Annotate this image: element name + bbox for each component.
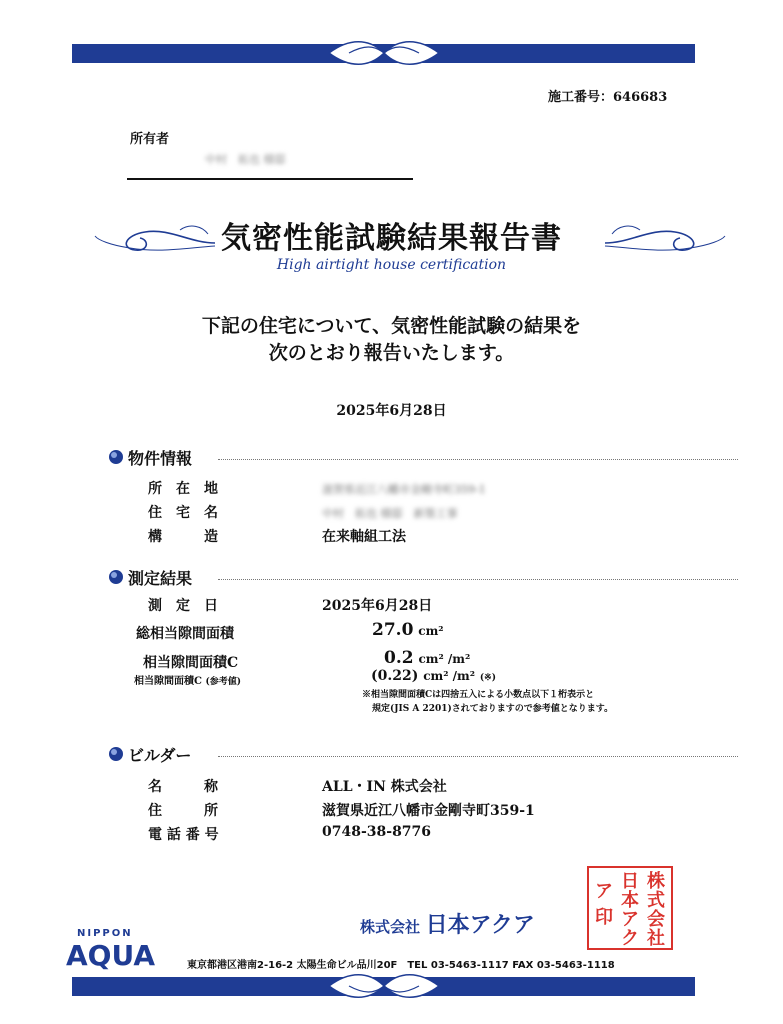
section-title: 測定結果 bbox=[128, 569, 193, 588]
company-prefix: 株式会社 bbox=[360, 918, 421, 936]
total-gap-unit: cm² bbox=[418, 624, 444, 638]
document-subtitle: High airtight house certification bbox=[276, 257, 507, 273]
divider bbox=[218, 756, 738, 757]
total-gap-label: 総相当隙間面積 bbox=[136, 626, 234, 642]
total-gap-value: 27.0 bbox=[372, 620, 414, 640]
builder-name-label: 名 称 bbox=[148, 779, 218, 795]
builder-phone-value: 0748-38-8776 bbox=[322, 824, 432, 840]
section-title: ビルダー bbox=[128, 746, 192, 765]
c-value: 0.2 bbox=[384, 648, 414, 668]
divider bbox=[218, 579, 738, 580]
top-band bbox=[72, 44, 695, 63]
owner-label: 所有者 bbox=[130, 132, 170, 147]
c-ref-mark: (※) bbox=[479, 673, 496, 683]
section-bullet-icon bbox=[108, 569, 124, 585]
location-label: 所 在 地 bbox=[148, 481, 218, 497]
intro-line-1: 下記の住宅について、気密性能試験の結果を bbox=[201, 315, 582, 337]
job-number: 施工番号：646683 bbox=[548, 90, 668, 105]
measure-date-value: 2025年6月28日 bbox=[322, 598, 433, 614]
logo-aqua: AQUA bbox=[66, 939, 156, 972]
c-ref-label-group bbox=[134, 672, 241, 687]
document-title: 気密性能試験結果報告書 bbox=[221, 221, 562, 256]
note-line-1: ※相当隙間面積Cは四捨五入による小数点以下１桁表示と bbox=[362, 690, 595, 700]
footer-address: 東京都港区港南2-16-2 太陽生命ビル品川20F TEL 03-5463-1117 FAX 03-5463-1118 bbox=[187, 960, 615, 971]
section-bullet-icon bbox=[108, 746, 124, 762]
company-name bbox=[360, 908, 535, 939]
company-seal-stamp: 株 式 会 社 日 本 ア ク ア 印 bbox=[587, 866, 673, 950]
divider bbox=[218, 459, 738, 460]
note-line-2: 規定(JIS A 2201)されておりますので参考値となります。 bbox=[372, 704, 614, 714]
intro-text bbox=[0, 313, 783, 367]
builder-phone-label: 電 話 番 号 bbox=[148, 827, 219, 843]
builder-name-value: ALL・IN 株式会社 bbox=[322, 779, 447, 795]
c-ref-label: 相当隙間面積C bbox=[134, 676, 202, 687]
structure-label: 構 造 bbox=[148, 529, 218, 545]
builder-address-label: 住 所 bbox=[148, 803, 218, 819]
ornament-icon bbox=[319, 38, 449, 68]
builder-address-value: 滋賀県近江八幡市金剛寺町359-1 bbox=[322, 803, 535, 819]
ornament-icon bbox=[319, 971, 449, 1001]
measure-date-label: 測 定 日 bbox=[148, 598, 218, 614]
company-main-name: 日本アクア bbox=[425, 913, 535, 938]
owner-name: 中村 拓也 様邸 bbox=[205, 153, 286, 166]
total-gap-value-group bbox=[372, 620, 444, 640]
owner-underline bbox=[127, 178, 413, 180]
house-name-value: 中村 拓也 様邸 新築工事 bbox=[322, 507, 458, 520]
c-ref-suffix: (参考値) bbox=[205, 677, 241, 687]
section-bullet-icon bbox=[108, 449, 124, 465]
structure-value: 在来軸組工法 bbox=[322, 529, 406, 545]
location-value: 滋賀県近江八幡市金剛寺町359-1 bbox=[322, 483, 486, 496]
house-name-label: 住 宅 名 bbox=[148, 505, 218, 521]
c-value-group bbox=[384, 648, 470, 668]
c-value-unit: cm² /m² bbox=[418, 652, 471, 666]
c-ref-value-group bbox=[371, 668, 496, 684]
bottom-band bbox=[72, 977, 695, 996]
report-date: 2025年6月28日 bbox=[336, 403, 447, 419]
logo-nippon: NIPPON bbox=[77, 928, 133, 939]
section-title: 物件情報 bbox=[128, 449, 193, 468]
c-ref-unit: cm² /m² bbox=[423, 669, 476, 683]
intro-line-2: 次のとおり報告いたします。 bbox=[268, 342, 515, 364]
c-ref-value: (0.22) bbox=[371, 668, 419, 684]
c-value-label: 相当隙間面積C bbox=[143, 655, 239, 671]
